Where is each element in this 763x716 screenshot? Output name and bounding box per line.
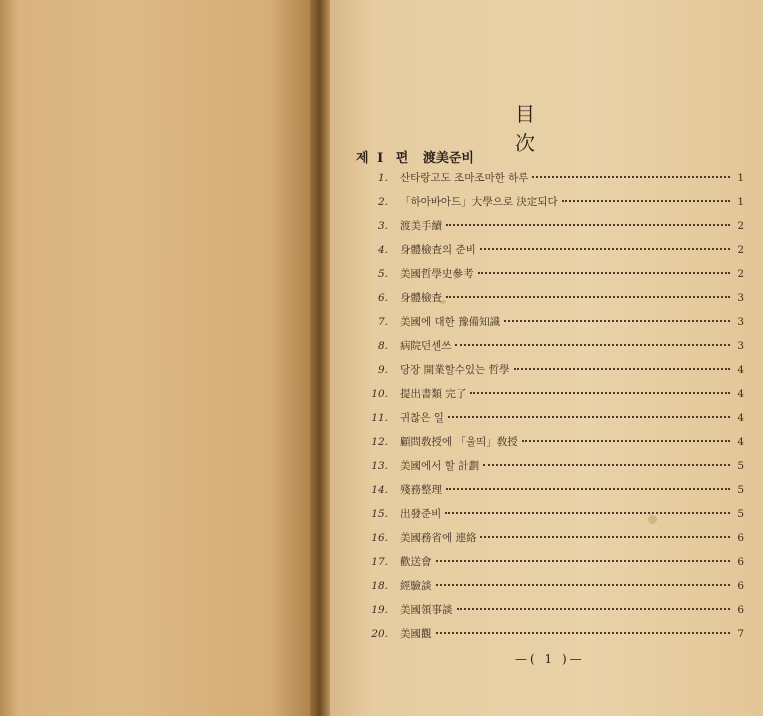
toc-entry — [360, 170, 744, 188]
entry-label: 經驗談 — [400, 580, 432, 592]
toc-entry — [360, 362, 744, 380]
toc-entry — [360, 338, 744, 356]
entry-page: 5 — [737, 484, 744, 496]
entry-page: 1 — [737, 196, 744, 208]
entry-label: 美國에서 할 計劃 — [400, 460, 480, 472]
entry-number: 15. — [371, 508, 388, 520]
entry-page: 1 — [737, 172, 744, 184]
toc-entry — [360, 218, 744, 236]
entry-number: 12. — [371, 436, 388, 448]
page-number-footer: —( 1 )— — [515, 652, 585, 666]
entry-page: 2 — [737, 268, 744, 280]
entry-number: 16. — [371, 532, 388, 544]
entry-number: 5. — [377, 268, 388, 280]
toc-entry — [360, 602, 744, 620]
dot-leader — [480, 247, 730, 250]
entry-label: 산타랑고도 조마조마한 하루 — [400, 172, 529, 184]
dot-leader — [448, 415, 730, 418]
entry-page: 4 — [737, 436, 744, 448]
dot-leader — [522, 439, 730, 442]
dot-leader — [478, 271, 731, 274]
entry-number: 1. — [377, 172, 388, 184]
entry-page: 3 — [737, 340, 744, 352]
entry-label: 出發준비 — [400, 508, 442, 520]
entry-page: 2 — [737, 220, 744, 232]
section-prefix: 제 — [356, 151, 369, 166]
dot-leader — [504, 319, 730, 322]
entry-page: 4 — [737, 412, 744, 424]
entry-page: 3 — [737, 292, 744, 304]
entry-label: 身體檢査 — [400, 292, 442, 304]
left-page-blank — [0, 0, 318, 716]
entry-number: 11. — [371, 412, 388, 424]
toc-entry — [360, 290, 744, 308]
entry-page: 5 — [737, 508, 744, 520]
entry-page: 4 — [737, 388, 744, 400]
entry-page: 3 — [737, 316, 744, 328]
toc-entry — [360, 482, 744, 500]
entry-number: 3. — [377, 220, 388, 232]
toc-entry — [360, 242, 744, 260]
entry-label: 提出書類 完了 — [400, 388, 467, 400]
dot-leader — [436, 583, 731, 586]
toc-entry — [360, 314, 744, 332]
entry-label: 美國領事談 — [400, 604, 453, 616]
dot-leader — [470, 391, 730, 394]
entry-number: 13. — [371, 460, 388, 472]
dot-leader — [445, 511, 730, 514]
toc-entry — [360, 410, 744, 428]
dot-leader — [483, 463, 730, 466]
entry-number: 18. — [371, 580, 388, 592]
entry-number: 19. — [371, 604, 388, 616]
entry-page: 5 — [737, 460, 744, 472]
entry-page: 6 — [737, 532, 744, 544]
entry-label: 美國에 대한 豫備知識 — [400, 316, 501, 328]
entry-label: 美國哲學史參考 — [400, 268, 474, 280]
toc-entry — [360, 554, 744, 572]
entry-number: 6. — [377, 292, 388, 304]
dot-leader — [455, 343, 730, 346]
dot-leader — [446, 487, 730, 490]
dot-leader — [562, 199, 730, 202]
dot-leader — [446, 295, 730, 298]
entry-number: 10. — [371, 388, 388, 400]
entry-label: 美國務省에 連絡 — [400, 532, 477, 544]
entry-label: 美國觀 — [400, 628, 432, 640]
entry-number: 14. — [371, 484, 388, 496]
entry-number: 9. — [377, 364, 388, 376]
toc-entry — [360, 386, 744, 404]
section-suffix: 편 — [395, 151, 409, 166]
toc-entry — [360, 578, 744, 596]
dot-leader — [457, 607, 731, 610]
entry-page: 7 — [737, 628, 744, 640]
entry-number: 2. — [377, 196, 388, 208]
toc-entry — [360, 530, 744, 548]
dot-leader — [436, 559, 731, 562]
entry-number: 4. — [377, 244, 388, 256]
entry-page: 6 — [737, 604, 744, 616]
entry-label: 顧問敎授에 「울띄」敎授 — [400, 436, 518, 448]
toc-entry — [360, 458, 744, 476]
entry-page: 2 — [737, 244, 744, 256]
entry-label: 渡美手續 — [400, 220, 442, 232]
page-title: 目 次 — [515, 102, 559, 155]
section-number: Ⅰ — [377, 151, 384, 166]
section-heading — [356, 147, 474, 166]
toc-entry — [360, 434, 744, 452]
entry-label: 病院던센쓰 — [400, 340, 452, 352]
entry-label: 歡送會 — [400, 556, 432, 568]
entry-page: 4 — [737, 364, 744, 376]
toc-entry — [360, 194, 744, 212]
dot-leader — [514, 367, 730, 370]
book-gutter — [310, 0, 332, 716]
entry-number: 8. — [377, 340, 388, 352]
entry-page: 6 — [737, 556, 744, 568]
entry-page: 6 — [737, 580, 744, 592]
entry-label: 「하아바아드」大學으로 決定되다 — [400, 196, 558, 208]
toc-entry — [360, 626, 744, 644]
section-name: 渡美준비 — [422, 151, 474, 166]
dot-leader — [446, 223, 730, 226]
entry-number: 20. — [371, 628, 388, 640]
entry-label: 殘務整理 — [400, 484, 442, 496]
entry-number: 17. — [371, 556, 388, 568]
entry-number: 7. — [377, 316, 388, 328]
entry-label: 身體檢査의 준비 — [400, 244, 476, 256]
toc-entry — [360, 266, 744, 284]
dot-leader — [480, 535, 730, 538]
entry-label: 당장 開業할수있는 哲學 — [400, 364, 510, 376]
toc-entry — [360, 506, 744, 524]
dot-leader — [532, 175, 730, 178]
entry-label: 귀찮은 일 — [400, 412, 444, 424]
dot-leader — [436, 631, 731, 634]
